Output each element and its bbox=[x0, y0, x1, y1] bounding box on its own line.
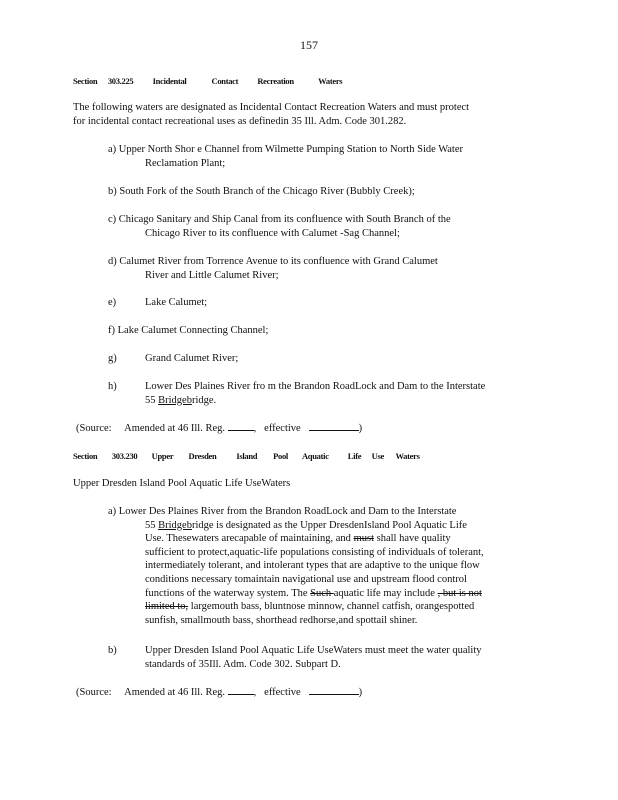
item-text: Lake Calumet; bbox=[145, 297, 208, 308]
item-text: largemouth bass, bluntnose minnow, channel catfish, orangespotted bbox=[188, 601, 475, 613]
list-item bbox=[108, 380, 485, 407]
source-amended: Amended at 46 Ill. Reg. bbox=[124, 687, 226, 698]
blank-field bbox=[309, 421, 359, 431]
section-title-word: Island bbox=[236, 451, 258, 461]
item-text: Lower Des Plaines River fro m the Brandon RoadLock and Dam to the Interstate bbox=[145, 381, 486, 392]
text-line: for incidental contact recreational uses as definedin 35 Ill. Adm. Code 301.282. bbox=[73, 115, 407, 127]
underlined-insertion: Bridgeb bbox=[158, 394, 192, 406]
struck-deletion: , but is not bbox=[437, 587, 482, 599]
item-text: River and Little Calumet River; bbox=[145, 269, 279, 281]
item-label: g) bbox=[108, 353, 117, 364]
comma: , bbox=[253, 687, 257, 698]
item-text: Chicago Sanitary and Ship Canal from its confluence with South Branch of the bbox=[118, 214, 451, 225]
section-title-word: Dresden bbox=[188, 451, 217, 461]
item-text: Use. Thesewaters arecapable of maintaining, and bbox=[145, 533, 354, 545]
item-label: b) bbox=[108, 645, 117, 656]
item-text: Upper North Shor e Channel from Wilmette Pumping Station to North Side Water bbox=[118, 144, 464, 155]
source-label: (Source: bbox=[76, 687, 112, 698]
item-label: c) bbox=[108, 214, 117, 225]
section-title-word: Use bbox=[371, 451, 384, 461]
list-item bbox=[108, 255, 438, 282]
intro-paragraph bbox=[73, 101, 469, 128]
struck-deletion: limited to, bbox=[145, 601, 189, 613]
section-label: Section bbox=[73, 451, 98, 461]
item-text: functions of the waterway system. The bbox=[145, 587, 311, 599]
source-note bbox=[76, 421, 362, 436]
section-title-word: Life bbox=[347, 451, 362, 461]
list-item bbox=[108, 296, 207, 310]
item-text: conditions necessary tomaintain navigational use and upstream flood control bbox=[145, 573, 467, 585]
item-text: shall have quality bbox=[373, 533, 451, 545]
list-item bbox=[108, 352, 238, 366]
item-text: Chicago River to its confluence with Calumet -Sag Channel; bbox=[145, 227, 400, 239]
source-amended: Amended at 46 Ill. Reg. bbox=[124, 423, 226, 434]
source-effective: effective bbox=[264, 423, 301, 434]
section-title-word: Aquatic bbox=[301, 451, 329, 461]
section-number: 303.230 bbox=[111, 451, 138, 461]
comma: , bbox=[253, 423, 257, 434]
section-title-word: Pool bbox=[273, 451, 288, 461]
item-label: h) bbox=[108, 381, 117, 392]
item-text: sufficient to protect,aquatic-life populations consisting of individuals of tolerant, bbox=[145, 546, 484, 558]
close-paren: ) bbox=[358, 423, 363, 434]
item-label: b) bbox=[108, 186, 117, 197]
section-number: 303.225 bbox=[107, 76, 134, 86]
section-label: Section bbox=[73, 76, 98, 86]
item-text: 55 bbox=[145, 519, 159, 531]
section-title-word: Incidental bbox=[152, 76, 187, 86]
section-title-word: Waters bbox=[395, 451, 420, 461]
struck-deletion: must bbox=[353, 533, 374, 545]
source-effective: effective bbox=[264, 687, 301, 698]
struck-deletion: Such bbox=[310, 587, 334, 599]
section-heading-303-225 bbox=[73, 76, 342, 86]
item-text: 55 bbox=[145, 394, 159, 406]
list-item bbox=[108, 505, 484, 627]
source-note bbox=[76, 685, 362, 700]
list-item bbox=[108, 143, 463, 170]
item-text: sunfish, smallmouth bass, shorthead redhorse,and spottail shiner. bbox=[145, 614, 418, 626]
item-text: aquatic life may include bbox=[333, 587, 438, 599]
text-line: The following waters are designated as Incidental Contact Recreation Waters and must protect bbox=[73, 102, 470, 113]
item-text: ridge. bbox=[191, 394, 217, 406]
item-label: a) bbox=[108, 144, 117, 155]
list-item bbox=[108, 185, 415, 199]
item-text: ridge is designated as the Upper DresdenIsland Pool Aquatic Life bbox=[191, 519, 467, 531]
item-text: Reclamation Plant; bbox=[145, 157, 226, 169]
item-text: intermediately tolerant, and intolerant types that are adaptive to the unique flow bbox=[145, 560, 480, 572]
item-text: Lake Calumet Connecting Channel; bbox=[117, 325, 269, 336]
section-heading-303-230 bbox=[73, 451, 420, 461]
item-text: Upper Dresden Island Pool Aquatic Life UseWaters must meet the water quality bbox=[145, 645, 482, 656]
list-item bbox=[108, 644, 482, 671]
item-text: standards of 35Ill. Adm. Code 302. Subpart D. bbox=[145, 658, 341, 670]
item-text: Calumet River from Torrence Avenue to its confluence with Grand Calumet bbox=[119, 256, 438, 267]
page-number: 157 bbox=[300, 38, 318, 52]
item-label: e) bbox=[108, 297, 117, 308]
source-label: (Source: bbox=[76, 423, 112, 434]
item-label: d) bbox=[108, 256, 117, 267]
blank-field bbox=[228, 685, 254, 695]
list-item bbox=[108, 213, 451, 240]
item-label: f) bbox=[108, 325, 115, 336]
section-title-word: Upper bbox=[151, 451, 174, 461]
item-text: South Fork of the South Branch of the Chicago River (Bubbly Creek); bbox=[119, 186, 415, 197]
blank-field bbox=[228, 421, 254, 431]
underlined-insertion: Bridgeb bbox=[158, 519, 192, 531]
section-subheading: Upper Dresden Island Pool Aquatic Life UseWaters bbox=[73, 478, 291, 489]
section-title-word: Recreation bbox=[257, 76, 294, 86]
item-text: Lower Des Plaines River from the Brandon RoadLock and Dam to the Interstate bbox=[118, 506, 457, 517]
section-title-word: Waters bbox=[318, 76, 343, 86]
blank-field bbox=[309, 685, 359, 695]
list-item bbox=[108, 324, 268, 338]
item-text: Grand Calumet River; bbox=[145, 353, 239, 364]
close-paren: ) bbox=[358, 687, 363, 698]
section-title-word: Contact bbox=[211, 76, 239, 86]
item-label: a) bbox=[108, 506, 117, 517]
